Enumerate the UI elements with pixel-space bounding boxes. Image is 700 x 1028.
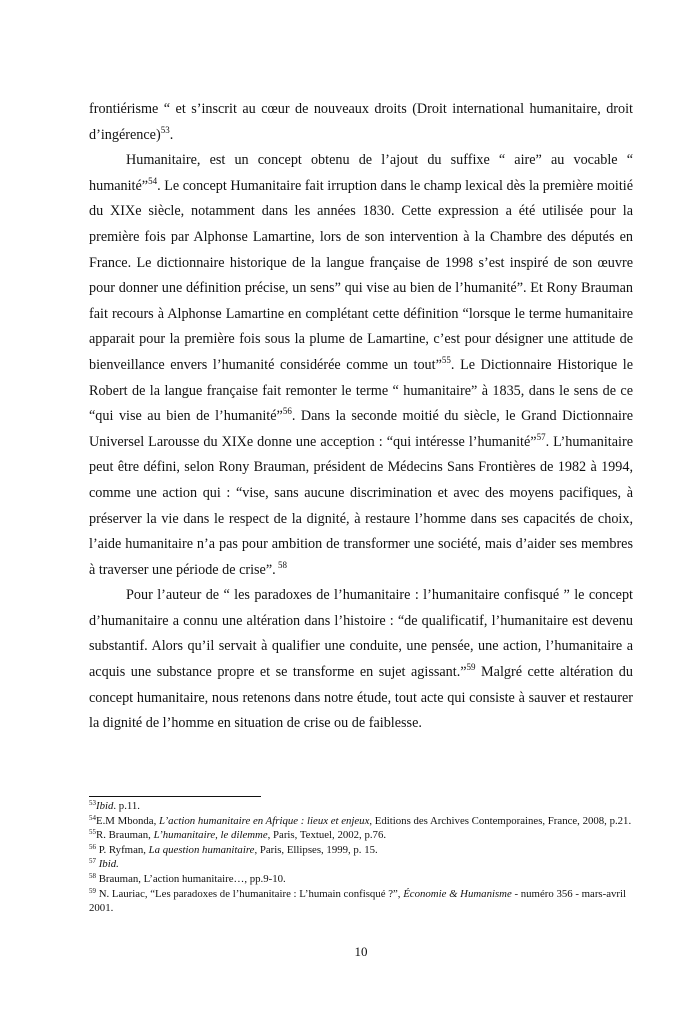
- footnote-separator: [89, 796, 261, 797]
- text-run: . Le concept Humanitaire fait irruption dans le champ lexical dès la première moitié du XIXe siècle, notamment dans les années 1830. Cette expression a été utilisée pour la première fois par Alphonse Lamartine, lors de son intervention à la Chambre des députés en France. Le dictionnaire historique de la langue française de 1998 s’est inspiré de son œuvre pour donner une définition précise, un sens” qui vise au bien de l’humanité”. Et Rony Brauman fait recours à Alphonse Lamartine en complétant cette définition “lorsque le terme humanitaire apparait pour la première fois sous la plume de Lamartine, c’est pour désigner une attitude de bienveillance envers l’humanité considérée comme un tout”: [89, 177, 633, 373]
- main-text: [89, 97, 633, 737]
- paragraph: [89, 97, 633, 148]
- text-run: Pour l’auteur de “ les paradoxes de l’humanitaire : l’humanitaire confisqué ” le concept d’humanitaire a connu une altération dans l’histoire : “de qualificatif, l’humanitaire est devenu substantif. Alors qu’il servait à qualifier une conduite, une pensée, une action, l’humanitaire a acquis une substance propre et se transforme en sujet agissant.”: [89, 587, 633, 681]
- footnote-reference: 57: [536, 431, 546, 442]
- text-run: Brauman, L’action humanitaire…, pp.9-10.: [96, 872, 286, 885]
- text-run: , Editions des Archives Contemporaines, France, 2008, p.21.: [369, 814, 632, 827]
- footnote: [89, 828, 633, 843]
- paragraph: [89, 583, 633, 737]
- footnote: [89, 843, 633, 858]
- text-run: E.M Mbonda,: [96, 814, 159, 827]
- footnote-reference: 56: [89, 842, 96, 851]
- italic-text: La question humanitaire: [148, 843, 255, 856]
- footnote: [89, 887, 633, 916]
- text-run: . L’humanitaire peut être défini, selon Rony Brauman, président de Médecins Sans Frontières de 1982 à 1994, comme une action qui : “vise, sans aucune discrimination et avec des moyens pacifiques, à préserver la vie dans le respect de la dignité, à restaure l’homme dans ses capacités de choix, l’aide humanitaire n’a pas pour ambition de transformer une société, mais d’aider ses membres à traverser une période de crise”.: [89, 433, 633, 578]
- text-run: frontiérisme “ et s’inscrit au cœur de nouveaux droits (Droit international humanitaire, droit d’ingérence): [89, 101, 633, 143]
- footnote-reference: 55: [441, 354, 451, 365]
- footnote-reference: 56: [282, 406, 292, 417]
- footnote: [89, 857, 633, 872]
- text-run: R. Brauman,: [96, 829, 154, 842]
- text-run: , Paris, Textuel, 2002, p.76.: [267, 829, 387, 842]
- text-run: N. Lauriac, “Les paradoxes de l’humanitaire : L’humain confisqué ?”,: [96, 887, 404, 900]
- footnote: [89, 872, 633, 887]
- text-run: , Paris, Ellipses, 1999, p. 15.: [254, 843, 378, 856]
- footnote-reference: 55: [89, 828, 96, 837]
- footnote-reference: 53: [89, 799, 96, 807]
- italic-text: Économie & Humanisme: [403, 887, 512, 900]
- italic-text: L’humanitaire, le dilemme: [153, 829, 268, 842]
- footnote-reference: 58: [275, 559, 287, 570]
- footnote-reference: 58: [89, 871, 96, 880]
- text-run: . Le Dictionnaire Historique le Robert de la langue française fait remonter le terme “ humanitaire” à 1835, dans le sens de ce “qui vise au bien de l’humanité”: [89, 356, 633, 425]
- paragraph: [89, 148, 633, 583]
- page-number: 10: [354, 944, 368, 959]
- text-run: P. Ryfman,: [96, 843, 149, 856]
- footnotes: [89, 799, 633, 916]
- text-run: - numéro 356 - mars-avril 2001.: [89, 887, 626, 915]
- italic-text: L’action humanitaire en Afrique : lieux et enjeux: [158, 814, 370, 827]
- text-run: . p.11.: [113, 800, 140, 812]
- footnote-reference: 53: [160, 124, 170, 135]
- text-run: .: [169, 126, 174, 143]
- italic-text: Ibid: [96, 800, 114, 812]
- footnote-reference: 59: [89, 886, 96, 895]
- footnote: [89, 799, 633, 814]
- footnote-reference: 54: [148, 175, 158, 186]
- footnote-reference: 57: [89, 857, 96, 866]
- italic-text: Ibid.: [98, 858, 119, 871]
- footnote: [89, 814, 633, 829]
- footnote-reference: 59: [466, 662, 476, 673]
- text-run: Humanitaire, est un concept obtenu de l’ajout du suffixe “ aire” au vocable “ humanité”: [89, 152, 633, 194]
- footnote-reference: 54: [89, 813, 96, 822]
- text-run: . Dans la seconde moitié du siècle, le Grand Dictionnaire Universel Larousse du XIXe donne une acception : “qui intéresse l’humanité”: [89, 408, 633, 450]
- text-run: Malgré cette altération du concept humanitaire, nous retenons dans notre étude, tout acte qui consiste à sauver et restaurer la dignité de l’homme en situation de crise ou de faiblesse.: [89, 664, 633, 732]
